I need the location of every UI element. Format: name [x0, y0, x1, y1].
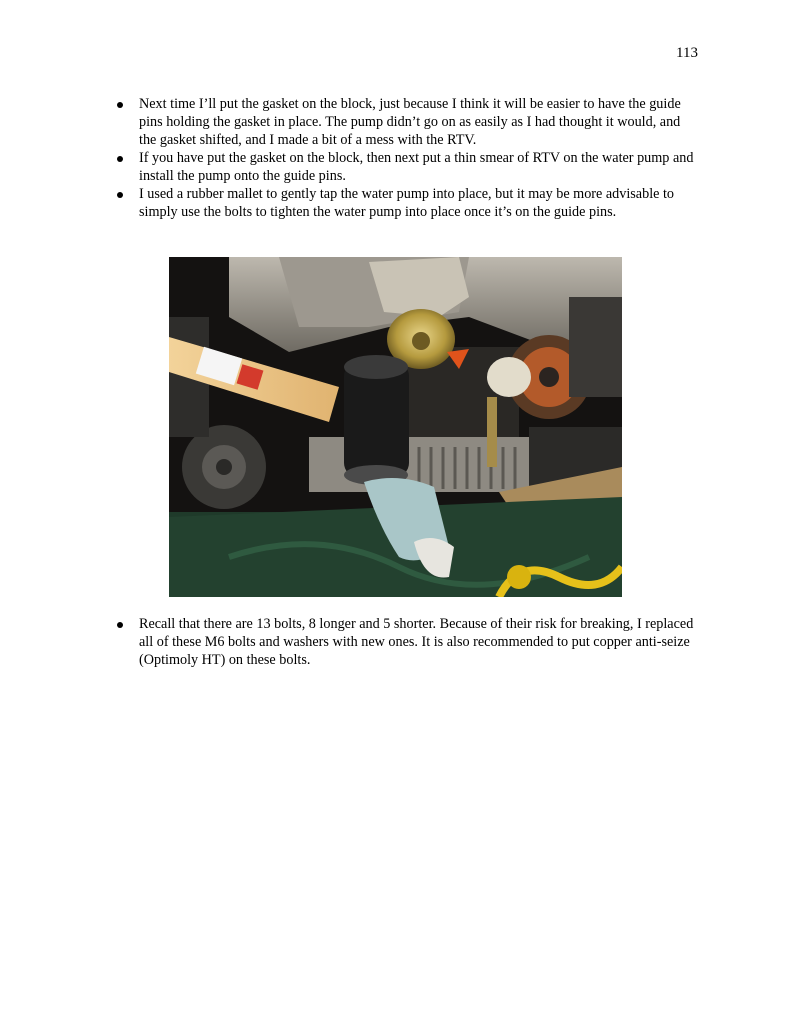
list-item: [115, 149, 697, 185]
list-item-text: Recall that there are 13 bolts, 8 longer and 5 shorter. Because of their risk for breaking, I replaced all of these M6 bolts and washers with new ones. It is also recommended to put copper anti-seize (Optimoly HT) on these bolts.: [139, 616, 694, 668]
list-item: [115, 185, 697, 221]
bullet-icon: [117, 102, 123, 108]
bullet-icon: [117, 156, 123, 162]
list-item-text: I used a rubber mallet to gently tap the water pump into place, but it may be more advisable to simply use the bolts to tighten the water pump into place once it’s on the guide pins.: [139, 186, 675, 220]
bullet-icon: [117, 192, 123, 198]
list-item: [115, 95, 697, 149]
engine-water-pump-photo: [169, 257, 622, 597]
page-number: 113: [676, 45, 698, 61]
bullet-list-bottom: [115, 615, 697, 669]
bullet-list-top: [115, 95, 697, 221]
list-item-text: If you have put the gasket on the block, then next put a thin smear of RTV on the water pump and install the pump onto the guide pins.: [139, 150, 694, 184]
list-item-text: Next time I’ll put the gasket on the block, just because I think it will be easier to have the guide pins holding the gasket in place. The pump didn’t go on as easily as I had thought it would, and the gasket shifted, and I made a bit of a mess with the RTV.: [139, 96, 681, 148]
list-item: [115, 615, 697, 669]
bullet-icon: [117, 622, 123, 628]
